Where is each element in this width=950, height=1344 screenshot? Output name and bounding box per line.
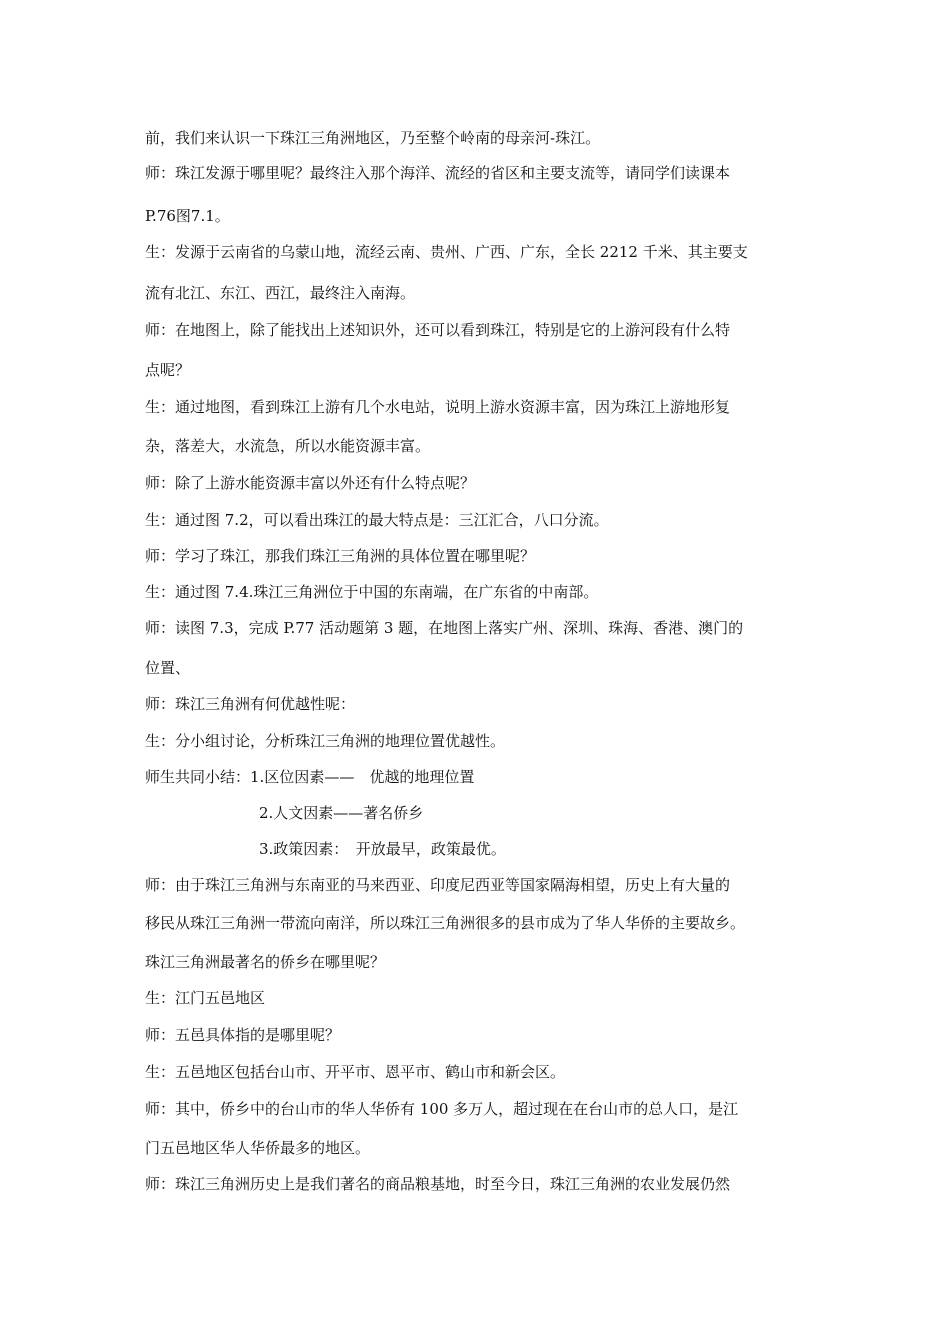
text-line: 师：珠江发源于哪里呢？最终注入那个海洋、流经的省区和主要支流等，请同学们读课本	[145, 164, 731, 182]
text-line: 3.政策因素： 开放最早，政策最优。	[259, 840, 506, 858]
text-line: 生：通过地图，看到珠江上游有几个水电站，说明上游水资源丰富，因为珠江上游地形复	[145, 398, 731, 416]
text-line: 2.人文因素——著名侨乡	[259, 804, 424, 822]
text-line: 师：除了上游水能资源丰富以外还有什么特点呢？	[145, 474, 476, 492]
text-line: P.76图7.1。	[145, 207, 230, 225]
text-line: 师：珠江三角洲历史上是我们著名的商品粮基地，时至今日，珠江三角洲的农业发展仍然	[145, 1175, 731, 1193]
text-line: 前，我们来认识一下珠江三角洲地区，乃至整个岭南的母亲河-珠江。	[145, 129, 601, 147]
text-line: 师：珠江三角洲有何优越性呢：	[145, 695, 356, 713]
text-line: 点呢？	[145, 361, 191, 379]
text-line: 师：学习了珠江，那我们珠江三角洲的具体位置在哪里呢？	[145, 547, 536, 565]
text-line: 生：发源于云南省的乌蒙山地，流经云南、贵州、广西、广东，全长 2212 千米、其主要支	[145, 243, 748, 261]
text-line: 生：分小组讨论，分析珠江三角洲的地理位置优越性。	[145, 732, 506, 750]
text-line: 师生共同小结：1.区位因素—— 优越的地理位置	[145, 768, 475, 786]
text-line: 流有北江、东江、西江，最终注入南海。	[145, 284, 416, 302]
text-line: 门五邑地区华人华侨最多的地区。	[145, 1139, 371, 1157]
text-line: 移民从珠江三角洲一带流向南洋，所以珠江三角洲很多的县市成为了华人华侨的主要故乡。	[145, 914, 746, 932]
text-line: 师：其中，侨乡中的台山市的华人华侨有 100 多万人，超过现在在台山市的总人口，是江	[145, 1100, 739, 1118]
text-line: 生：江门五邑地区	[145, 989, 266, 1007]
text-line: 师：在地图上，除了能找出上述知识外，还可以看到珠江，特别是它的上游河段有什么特	[145, 321, 731, 339]
text-line: 生：通过图 7.2，可以看出珠江的最大特点是：三江汇合，八口分流。	[145, 511, 609, 529]
text-line: 位置、	[145, 659, 191, 677]
text-line: 师：五邑具体指的是哪里呢？	[145, 1026, 341, 1044]
text-line: 生：五邑地区包括台山市、开平市、恩平市、鹤山市和新会区。	[145, 1063, 566, 1081]
text-line: 师：由于珠江三角洲与东南亚的马来西亚、印度尼西亚等国家隔海相望，历史上有大量的	[145, 876, 731, 894]
text-line: 生：通过图 7.4.珠江三角洲位于中国的东南端，在广东省的中南部。	[145, 583, 599, 601]
text-line: 珠江三角洲最著名的侨乡在哪里呢？	[145, 953, 386, 971]
text-line: 师：读图 7.3，完成 P.77 活动题第 3 题，在地图上落实广州、深圳、珠海、香港、澳门的	[145, 619, 744, 637]
text-line: 杂，落差大，水流急，所以水能资源丰富。	[145, 437, 431, 455]
